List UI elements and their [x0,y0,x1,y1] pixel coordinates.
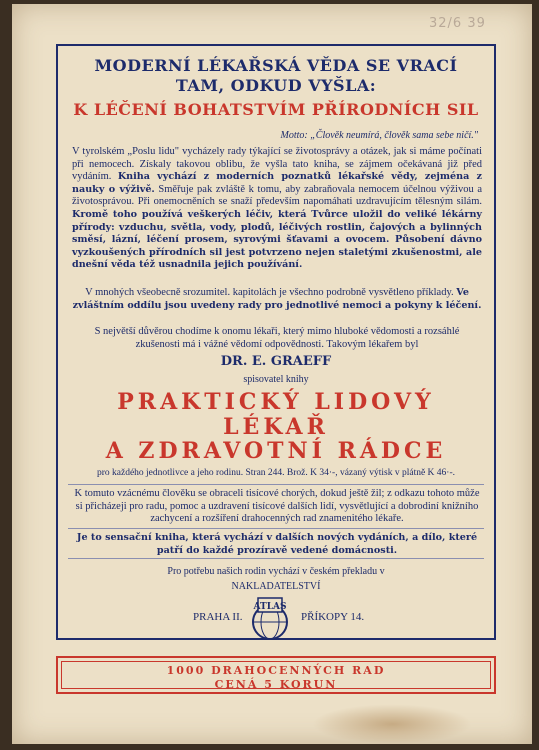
bottom-line2: CENÁ 5 KORUN [214,678,338,691]
chapters-bold: Ve zvláštním oddílu jsou uvedeny rady pro jednotlivé nemoci a pokyny k léčení. [72,287,482,311]
price-line: pro každého jednotlivce a jeho rodinu. Stran 244. Brož. K 34·-, vázaný výtisk v plátně K 46·-. [96,468,455,478]
main-frame [56,44,496,640]
author-name: DR. E. GRAEFF [220,354,332,369]
publisher-name: NAKLADATELSTVÍ [231,581,321,592]
book-title-line1: PRAKTICKÝ LIDOVÝ [117,389,435,415]
chapters-text: V mnohých všeobecně srozumitel. kapitolách je všechno podrobně vysvětleno příklady. [85,287,457,298]
book-title-line2: LÉKAŘ [223,414,329,440]
doctor-paragraph: S největší důvěrou chodíme k onomu lékaři, který mimo hluboké vědomosti a rozsáhlé zkušenosti má i vážné vědomí odpovědnosti. Takovým lékařem byl [94,326,460,350]
bottom-banner [56,656,496,694]
intro-text-1: V tyrolském „Poslu lidu" vycházely rady týkající se životosprávy a otázek, jak si máme počínati při nemocech. Získaly takovou oblibu, že vyšla tato kniha, se zájmem očekávaná již před vydáním. [72,146,482,183]
bold-statement: Je to sensační kniha, která vychází v dalších nových vydáních, a dílo, které patří do každé prozíravě vedené domácnosti. [76,532,478,556]
chapters-paragraph [72,287,482,312]
publisher-line: Pro potřebu našich rodin vychází v českém překladu v [167,566,385,577]
intro-text-2: Směřuje pak zvláště k tomu, aby zabraňovala nemocem účelnou výživou a životosprávou. Při onemocněních se snaží především napomáhati uzdravujícím tělesným silám. [72,183,482,208]
legacy-paragraph: K tomuto vzácnému člověku se obraceli tisícové chorých, dokud ještě žil; z odkazu tohoto může si přicházeji pro radu, pomoc a uzdravení tisícové dalších lidí, vysvětlující a dobrodiní knižního zachycení a rozšíření drahocenných rad znamenitého lékaře. [74,488,480,525]
book-title-line3: A ZDRAVOTNÍ RÁDCE [105,438,447,464]
bottom-line1: 1000 DRAHOCENNÝCH RAD [166,664,386,677]
intro-bold-2: Kromě toho používá veškerých léčiv, která Tvůrce uložil do veliké lékárny přírody: vzduchu, světla, vody, plodů, léčivých rostlin, čajových a bylinných směsí, lázní, léčení prosem, syrovými šťavami a ovocem. Působení dávno vyzkoušených přírodních sil jest potvrzeno nejen staletými zkušenostmi, ale dnešní věda též usnadnila jejich používání. [72,208,482,271]
headline-line3: K LÉČENÍ BOHATSTVÍM PŘÍRODNÍCH SIL [73,100,479,119]
pencil-note: 32/6 39 [429,16,486,31]
headline-line1: MODERNÍ LÉKAŘSKÁ VĚDA SE VRACÍ [94,56,458,75]
intro-bold-1: Kniha vychází z moderních poznatků lékařské vědy, zejména z nauky o výživě. [72,171,482,195]
divider-2 [68,528,484,529]
motto: Motto: „Člověk neumírá, člověk sama sebe ničí." [280,130,478,141]
divider-1 [68,484,484,485]
paper-stain [312,704,472,744]
headline-line2: TAM, ODKUD VYŠLA: [175,76,377,95]
atlas-logo-text: ATLAS [253,602,287,612]
intro-paragraph [72,146,482,272]
divider-3 [68,558,484,559]
author-role: spisovatel knihy [243,374,309,385]
address-left: PRAHA II. [193,611,243,623]
atlas-logo-icon [245,596,295,642]
address-right: PŘÍKOPY 14. [301,611,365,623]
